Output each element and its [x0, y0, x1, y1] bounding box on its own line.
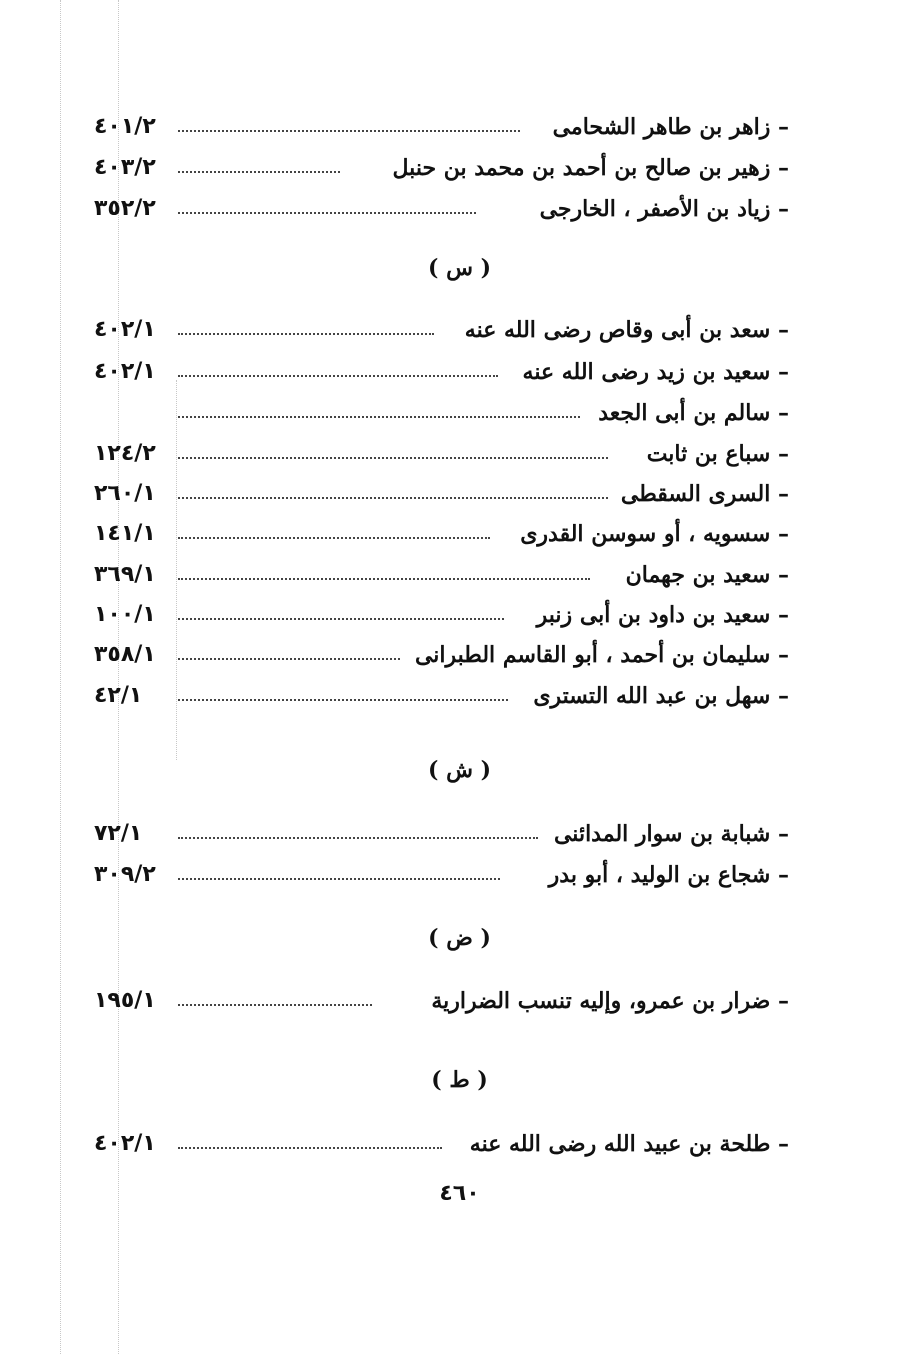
- entry-name: – سليمان بن أحمد ، أبو القاسم الطبرانى: [414, 642, 789, 668]
- page-reference: ١٤١/١: [94, 521, 156, 546]
- page-reference: ٤٠١/٢: [94, 114, 156, 139]
- entry-name: – شجاع بن الوليد ، أبو بدر: [548, 862, 789, 888]
- index-entry: [0, 474, 919, 514]
- page-number: ٤٦٠: [439, 1181, 480, 1206]
- entry-name: – طلحة بن عبيد الله رضى الله عنه: [469, 1131, 789, 1157]
- entry-name: – سسويه ، أو سوسن القدرى: [520, 521, 789, 547]
- page-reference: ٣٥٢/٢: [94, 196, 156, 221]
- page-reference: ٢٦٠/١: [94, 481, 156, 506]
- entry-name: – سالم بن أبى الجعد: [598, 400, 789, 426]
- page-reference: ١٢٤/٢: [94, 441, 156, 466]
- entry-name: – سعيد بن داود بن أبى زنبر: [536, 602, 789, 628]
- dot-leader: [178, 375, 498, 377]
- dot-leader: [178, 212, 476, 214]
- dot-leader: [178, 457, 608, 459]
- dot-leader: [178, 333, 434, 335]
- page-reference: ٤٠٣/٢: [94, 155, 156, 180]
- index-entry: [0, 514, 919, 554]
- page-reference: ٧٢/١: [94, 821, 143, 846]
- index-entry: [0, 676, 919, 716]
- page-reference: ٤٠٢/١: [94, 1131, 156, 1156]
- page-reference: ١٩٥/١: [94, 988, 156, 1013]
- dot-leader: [178, 130, 520, 132]
- section-heading: ( ش ): [428, 757, 491, 783]
- section-heading: ( ض ): [428, 925, 491, 951]
- dot-leader: [178, 578, 590, 580]
- entry-name: – سهل بن عبد الله التسترى: [533, 683, 789, 709]
- index-entry: [0, 555, 919, 595]
- page-reference: ٤٠٢/١: [94, 317, 156, 342]
- index-entry: [0, 352, 919, 392]
- page-reference: ٤٢/١: [94, 683, 143, 708]
- page-reference: ٤٠٢/١: [94, 359, 156, 384]
- index-entry: [0, 635, 919, 675]
- index-entry: [0, 434, 919, 474]
- dot-leader: [178, 171, 340, 173]
- index-entry: [0, 310, 919, 350]
- page-reference: ٣٠٩/٢: [94, 862, 156, 887]
- page-reference: ٣٥٨/١: [94, 642, 156, 667]
- page-reference: ٣٦٩/١: [94, 562, 156, 587]
- dot-leader: [178, 699, 508, 701]
- dot-leader: [178, 1004, 372, 1006]
- dot-leader: [178, 658, 400, 660]
- entry-name: – سباع بن ثابت: [646, 441, 789, 467]
- dot-leader: [178, 837, 538, 839]
- entry-name: – زهير بن صالح بن أحمد بن محمد بن حنبل: [392, 155, 789, 181]
- entry-name: – زياد بن الأصفر ، الخارجى: [539, 196, 789, 222]
- index-entry: [0, 814, 919, 854]
- index-entry: [0, 981, 919, 1021]
- index-entry: [0, 595, 919, 635]
- index-entry: [0, 855, 919, 895]
- dot-leader: [178, 1147, 442, 1149]
- page-reference: ١٠٠/١: [94, 602, 156, 627]
- index-entry: [0, 189, 919, 229]
- entry-name: – سعيد بن جهمان: [625, 562, 789, 588]
- entry-name: – زاهر بن طاهر الشحامى: [552, 114, 789, 140]
- index-entry: [0, 1124, 919, 1164]
- entry-name: – السرى السقطى: [620, 481, 789, 507]
- index-entry: [0, 148, 919, 188]
- dot-leader: [178, 497, 608, 499]
- section-heading: ( س ): [428, 255, 491, 281]
- index-entry: [0, 107, 919, 147]
- dot-leader: [178, 618, 504, 620]
- entry-name: – شبابة بن سوار المدائنى: [553, 821, 789, 847]
- index-entry: [0, 393, 919, 433]
- section-heading: ( ط ): [431, 1067, 488, 1093]
- dot-leader: [178, 878, 500, 880]
- dot-leader: [178, 416, 580, 418]
- dot-leader: [178, 537, 490, 539]
- entry-name: – سعيد بن زيد رضى الله عنه: [522, 359, 789, 385]
- entry-name: – سعد بن أبى وقاص رضى الله عنه: [464, 317, 789, 343]
- entry-name: – ضرار بن عمرو، وإليه تنسب الضرارية: [431, 988, 789, 1014]
